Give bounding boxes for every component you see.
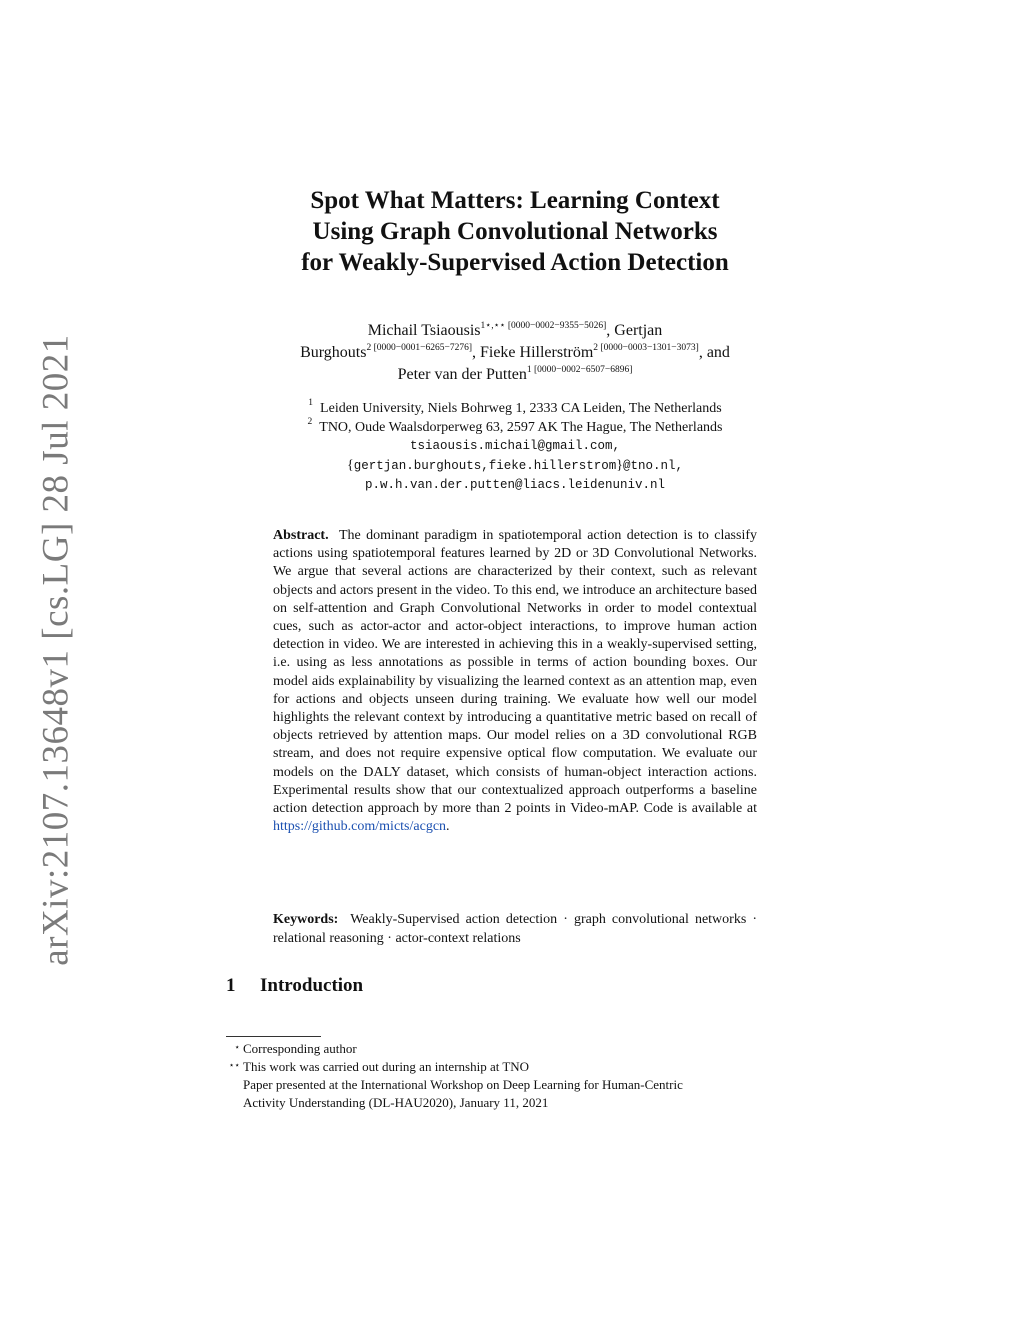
brace-close: } [616, 458, 623, 473]
title-line-3: for Weakly-Supervised Action Detection [301, 249, 729, 276]
footnote-text: Activity Understanding (DL-HAU2020), January 11, 2021 [243, 1095, 549, 1110]
keywords-label: Keywords: [273, 912, 339, 927]
author-line-2 [200, 342, 830, 364]
author-name: Peter van der Putten [397, 366, 527, 383]
author-name: , Fieke Hillerström [471, 344, 594, 361]
abstract [273, 527, 757, 836]
footnote-text: This work was carried out during an internship at TNO [243, 1059, 530, 1074]
section-number: 1 [226, 975, 236, 996]
affiliation-text: Leiden University, Niels Bohrweg 1, 2333 CA Leiden, The Netherlands [320, 401, 722, 416]
section-heading-introduction [226, 975, 363, 997]
footnote-text: Paper presented at the International Workshop on Deep Learning for Human-Centric [243, 1077, 683, 1092]
footnote-text: Corresponding author [243, 1041, 357, 1056]
title-line-1: Spot What Matters: Learning Context [310, 187, 720, 214]
author-orcid: 2 [0000−0003−1301−3073] [593, 343, 699, 353]
author-list [200, 320, 830, 386]
email-2 [200, 456, 830, 476]
affiliation-2 [200, 418, 830, 437]
author-name: Burghouts [300, 344, 367, 361]
author-name: Michail Tsiaousis [367, 322, 481, 339]
abstract-label: Abstract. [273, 528, 329, 543]
author-orcid: 1⋆,⋆⋆ [0000−0002−9355−5026] [480, 321, 607, 331]
code-repository-link[interactable]: https://github.com/micts/acgcn [273, 819, 447, 835]
affiliation-mark: 1 [308, 398, 314, 408]
email-3: p.w.h.van.der.putten@liacs.leidenuniv.nl [364, 478, 666, 492]
affiliation-mark: 2 [307, 417, 313, 427]
affiliations [200, 399, 830, 495]
footnote-divider [226, 1036, 321, 1037]
paper-title [200, 185, 830, 278]
brace-open: { [346, 458, 354, 473]
affiliation-1 [200, 399, 830, 418]
keywords [273, 911, 757, 948]
footnote-mark: ⋆⋆ [228, 1060, 240, 1070]
title-line-2: Using Graph Convolutional Networks [312, 218, 718, 245]
email-1: tsiaousis.michail@gmail.com, [409, 439, 621, 453]
affiliation-text: TNO, Oude Waalsdorperweg 63, 2597 AK The Hague, The Netherlands [319, 420, 723, 435]
email-domain: @tno.nl, [623, 459, 684, 473]
author-line-3 [200, 364, 830, 386]
footnote-1 [226, 1040, 826, 1058]
email-names: gertjan.burghouts,fieke.hillerstrom [353, 459, 617, 473]
author-separator: , and [698, 344, 730, 361]
footnotes [226, 1040, 826, 1112]
footnote-mark: ⋆ [234, 1042, 240, 1052]
abstract-text: The dominant paradigm in spatiotemporal action detection is to classify actions using spatiotemporal features learned by 2D or 3D Convolutional Networks. We argue that several actions are characterized by their context, such as relevant objects and actors present in the video. To this end, we introduce an architecture based on self-attention and Graph Convolutional Networks in order to model contextual cues, such as actor-actor and actor-object interactions, to improve human action detection in video. We are interested in achieving this in a weakly-supervised setting, i.e. using as less annotations as possible in terms of action bounding boxes. Our model aids explainability by visualizing the learned context as an attention map, even for actions and objects unseen during training. We evaluate how well our model highlights the relevant context by introducing a quantitative metric based on recall of objects retrieved by attention maps. Our model relies on a 3D convolutional RGB stream, and does not require expensive optical flow computation. We evaluate our models on the DALY dataset, which consists of human-object interaction actions. Experimental results show that our contextualized approach outperforms a baseline action detection approach by more than 2 points in Video-mAP. Code is available at [273, 528, 757, 817]
author-orcid: 2 [0000−0001−6265−7276] [366, 343, 472, 353]
author-line-1 [200, 320, 830, 342]
author-separator: , Gertjan [606, 322, 663, 339]
author-orcid: 1 [0000−0002−6507−6896] [526, 365, 633, 375]
section-title: Introduction [260, 975, 364, 996]
abstract-end: . [446, 819, 450, 835]
footnote-2 [226, 1058, 826, 1076]
keywords-text: Weakly-Supervised action detection · graph convolutional networks · relational reasoning · actor-context relations [273, 912, 757, 946]
footnote-4 [226, 1094, 826, 1112]
footnote-3 [226, 1076, 826, 1094]
arxiv-identifier-stamp: arXiv:2107.13648v1 [cs.LG] 28 Jul 2021 [35, 334, 77, 966]
